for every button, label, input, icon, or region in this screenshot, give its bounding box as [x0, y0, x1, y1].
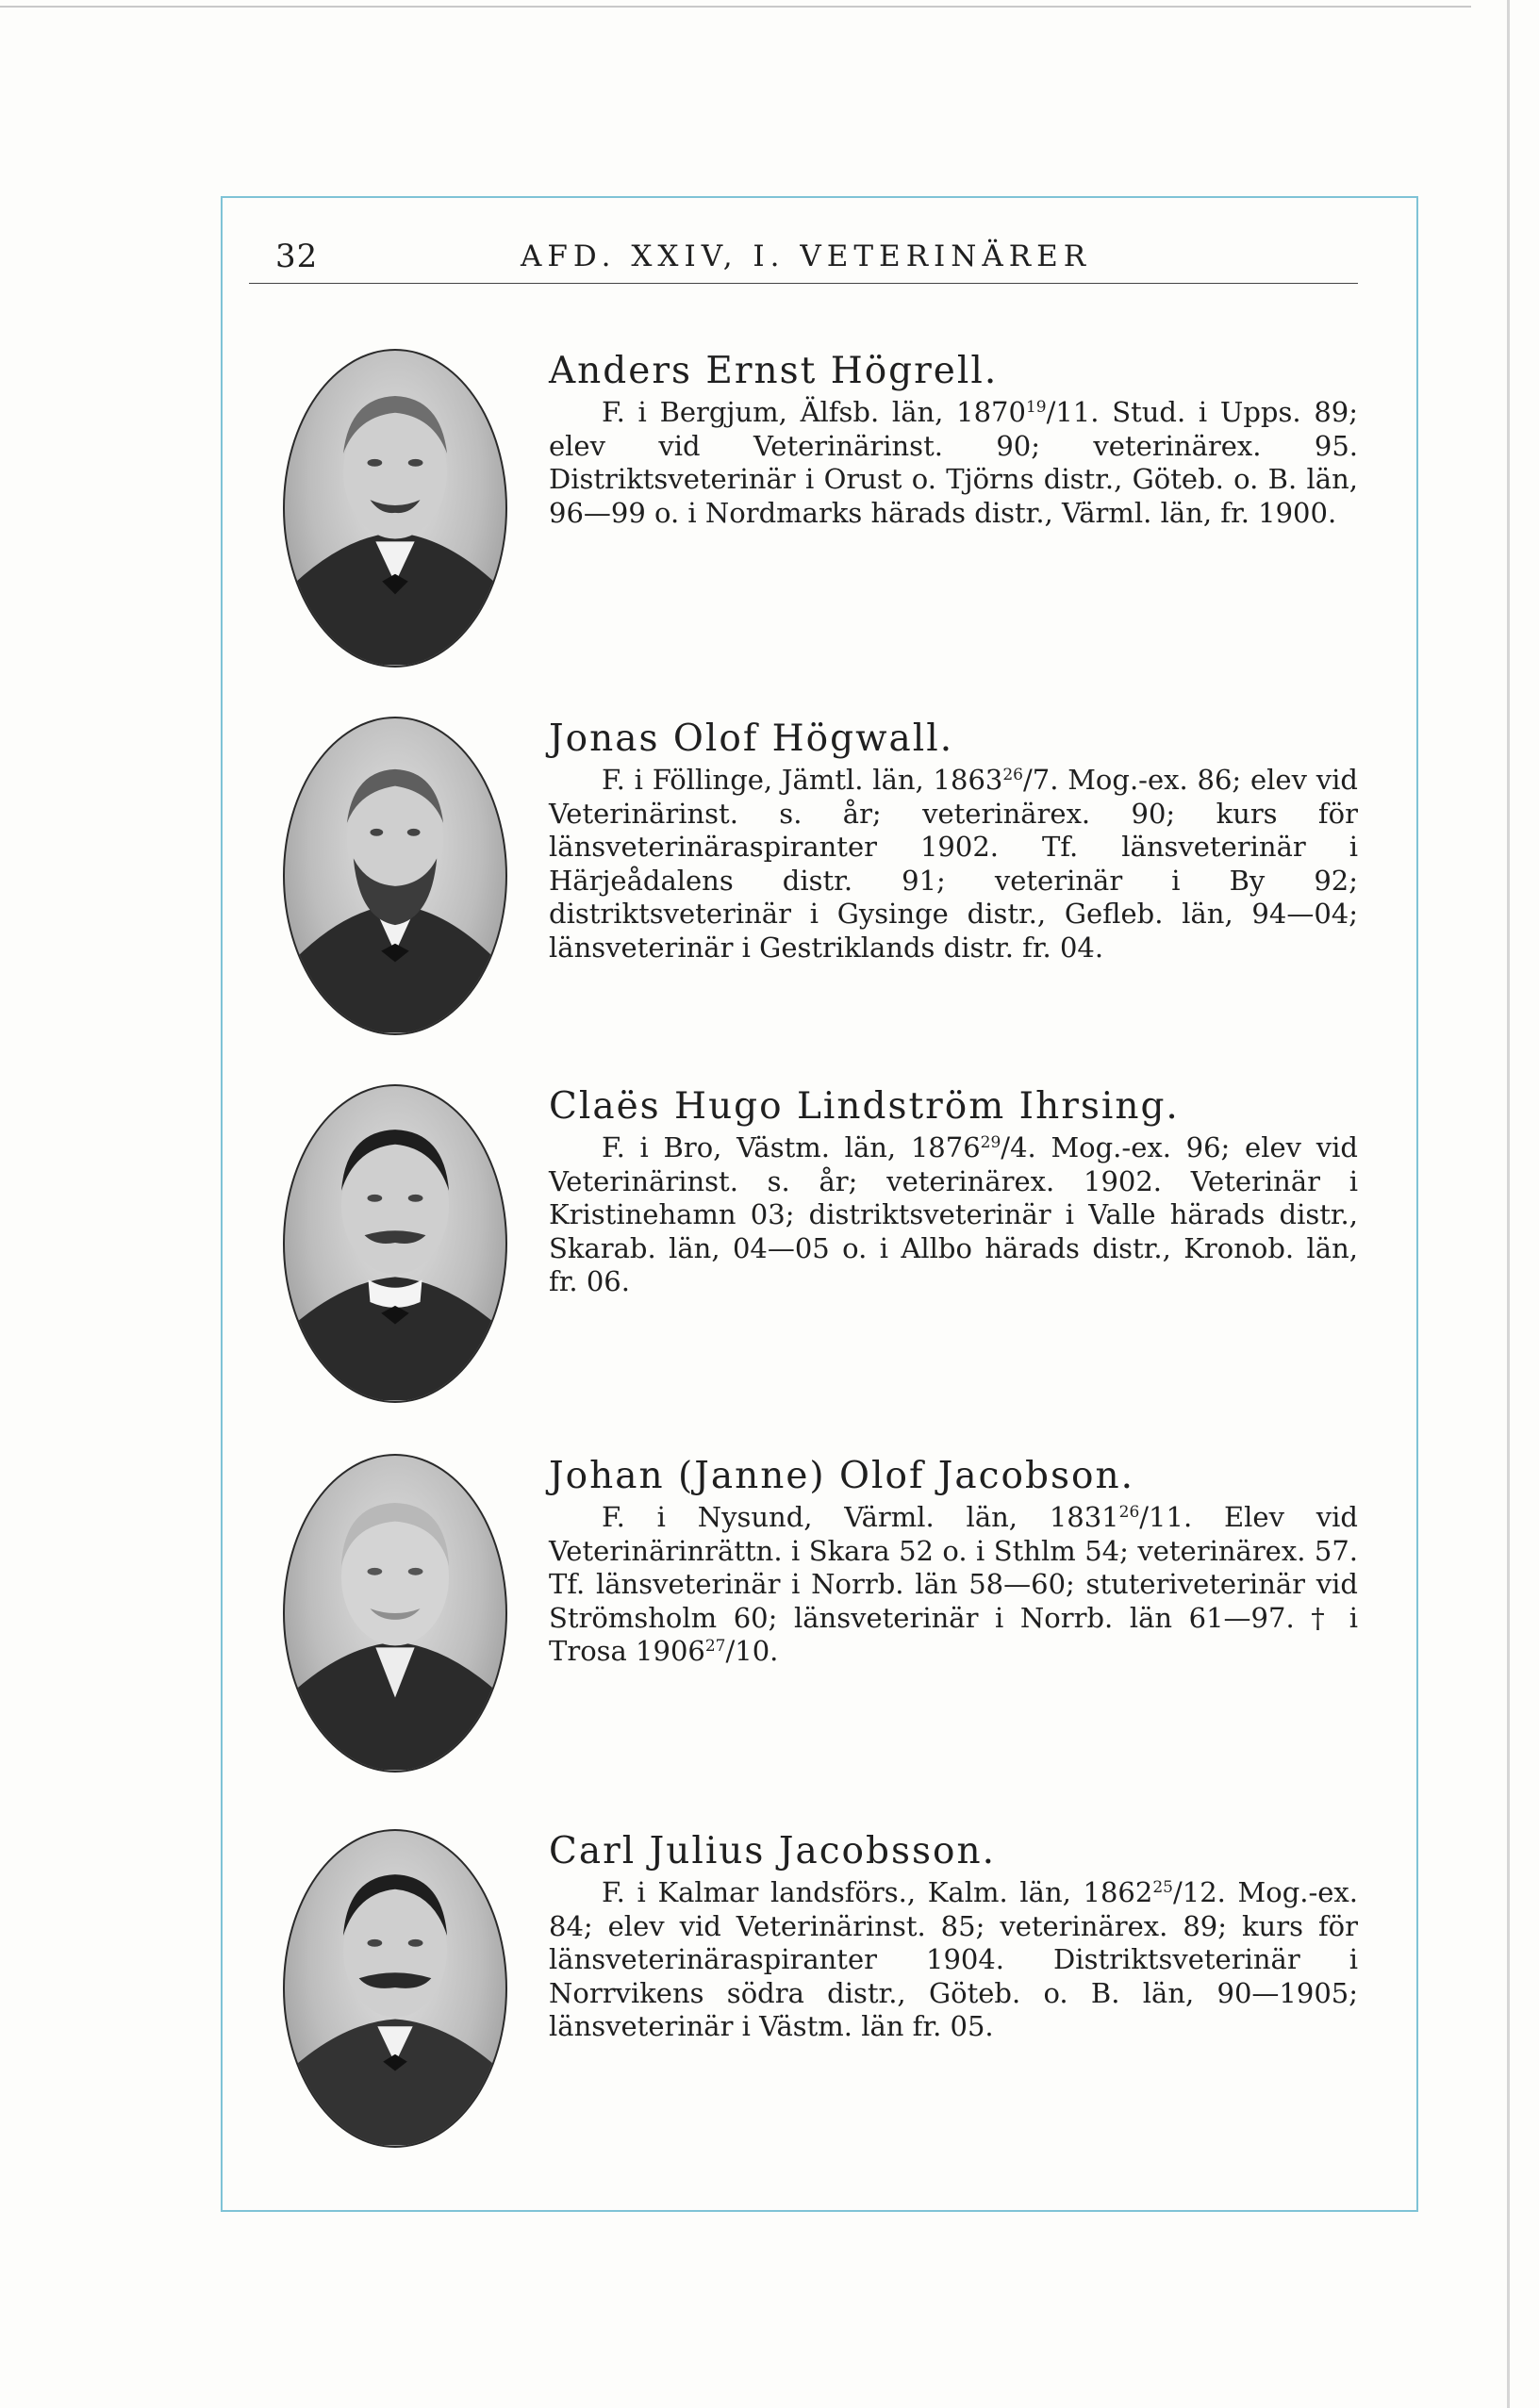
biography-text — [549, 1501, 1358, 1669]
portrait-photo — [283, 1084, 507, 1403]
bio-superscript: 29 — [980, 1133, 1001, 1152]
page-number: 32 — [275, 238, 319, 275]
portrait-photo — [283, 1829, 507, 2148]
person-name: Jonas Olof Högwall. — [549, 717, 954, 760]
person-name: Anders Ernst Högrell. — [549, 350, 999, 392]
portrait-photo — [283, 1454, 507, 1773]
bio-part: /11. Stud. i Upps. 89; elev vid Veterinärinst. 90; veterinärex. 95. Distriktsveterinär i Orust o. Tjörns distr., Göteb. o. B. län, 96—99 o. i Nordmarks härads distr., Värml. län, fr. 1900. — [549, 396, 1358, 529]
biography-text — [549, 764, 1358, 965]
bio-part: F. i Bergjum, Älfsb. län, 1870 — [602, 396, 1026, 428]
biography-text — [549, 1876, 1358, 2044]
bio-part: F. i Bro, Västm. län, 1876 — [602, 1131, 981, 1163]
bio-part: F. i Föllinge, Jämtl. län, 1863 — [602, 764, 1003, 796]
entry-text — [549, 1454, 1358, 1669]
page-edge — [0, 6, 1471, 8]
running-head: AFD. XXIV, I. VETERINÄRER — [521, 239, 1092, 273]
bio-superscript: 26 — [1002, 766, 1023, 784]
person-name: Claës Hugo Lindström Ihrsing. — [549, 1085, 1180, 1128]
entry-text — [549, 717, 1358, 965]
bio-superscript: 27 — [704, 1637, 726, 1656]
page-edge-right — [1507, 0, 1510, 2408]
bio-superscript: 26 — [1118, 1503, 1140, 1522]
bio-part: /4. Mog.-ex. 96; elev vid Veterinärinst. s. år; veterinärex. 1902. Veterinär i Kristinehamn 03; distriktsveterinär i Valle härads distr., Skarab. län, 04—05 o. i Allbo härads distr., Kronob. län, fr. 06. — [549, 1131, 1358, 1297]
biography-text — [549, 396, 1358, 530]
bio-part: /12. Mog.-ex. 84; elev vid Veterinärinst. 85; veterinärex. 89; kurs för länsveterinäraspiranter 1904. Distriktsveterinär i Norrvikens södra distr., Göteb. o. B. län, 90—1905; länsveterinär i Västm. län fr. 05. — [549, 1876, 1359, 2042]
portrait-figure — [285, 1086, 505, 1401]
portrait-figure — [285, 1456, 505, 1771]
person-name: Johan (Janne) Olof Jacobson. — [549, 1455, 1134, 1497]
biography-text — [549, 1131, 1358, 1299]
portrait-figure — [285, 351, 505, 666]
portrait-figure — [285, 1831, 505, 2146]
portrait-photo — [283, 717, 507, 1035]
entry-text — [549, 1829, 1358, 2044]
bio-part: /11. Elev vid Veterinärinrättn. i Skara 52 o. i Sthlm 54; veterinärex. 57. Tf. länsveterinär i Norrb. län 58—60; stuteriveterinär vid Strömsholm 60; länsveterinär i Norrb. län 61—97. † i Trosa 1906 — [549, 1501, 1358, 1667]
bio-superscript: 25 — [1152, 1878, 1173, 1897]
entry-text — [549, 349, 1358, 530]
bio-part: F. i Nysund, Värml. län, 1831 — [602, 1501, 1119, 1533]
portrait-photo — [283, 349, 507, 668]
portrait-figure — [285, 718, 505, 1033]
person-name: Carl Julius Jacobsson. — [549, 1830, 997, 1872]
bio-part: /10. — [725, 1635, 779, 1667]
bio-part: F. i Kalmar landsförs., Kalm. län, 1862 — [602, 1876, 1153, 1908]
entry-text — [549, 1084, 1358, 1299]
bio-superscript: 19 — [1025, 398, 1047, 417]
bio-part: /7. Mog.-ex. 86; elev vid Veterinärinst. s. år; veterinärex. 90; kurs för länsveterinäraspiranter 1902. Tf. länsveterinär i Härjeådalens distr. 91; veterinär i By 92; distriktsveterinär i Gysinge distr., Gefleb. län, 94—04; länsveterinär i Gestriklands distr. fr. 04. — [549, 764, 1358, 964]
page-header — [249, 234, 1358, 284]
